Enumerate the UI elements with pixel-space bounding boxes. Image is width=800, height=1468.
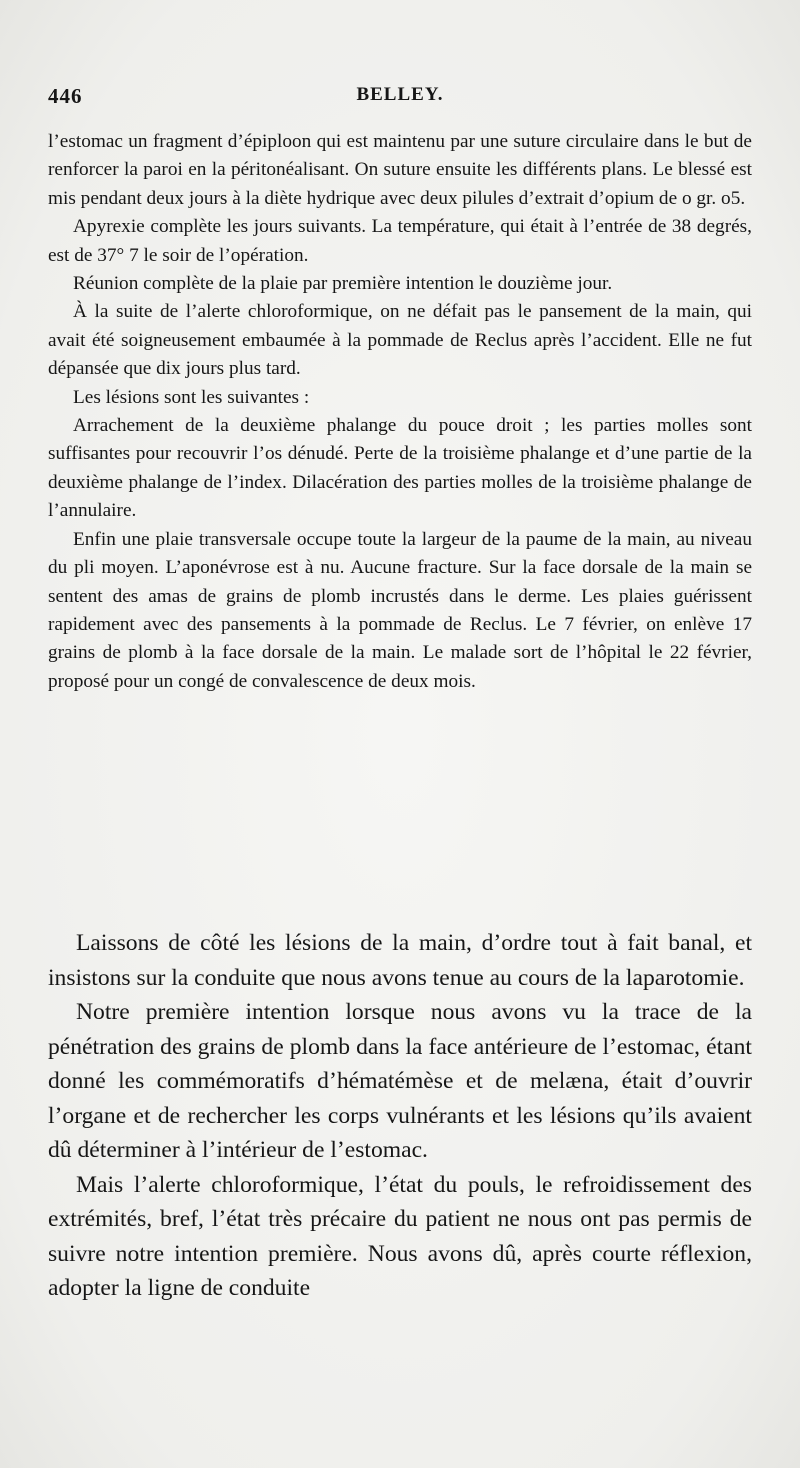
- paragraph-laissons: Laissons de côté les lésions de la main, d’ordre tout à fait banal, et insistons sur la conduite que nous avons tenue au cours de la laparotomie.: [48, 930, 752, 991]
- running-head: BELLEY.: [356, 84, 444, 105]
- page-header: [48, 84, 752, 114]
- case-report-text: [48, 128, 752, 696]
- paragraph-arrachement: Arrachement de la deuxième phalange du pouce droit ; les parties molles sont suffisantes pour recouvrir l’os dénudé. Perte de la troisième phalange et d’une partie de la deuxième phalange de l’index. Dilacération des parties molles de la troisième phalange de l’annulaire.: [48, 415, 752, 522]
- paragraph-pansement: À la suite de l’alerte chloroformique, on ne défait pas le pansement de la main, qui avait été soigneusement embaumée à la pommade de Reclus après l’accident. Elle ne fut dépansée que dix jours plus tard.: [48, 301, 752, 380]
- paragraph-apyrexie: Apyrexie complète les jours suivants. La température, qui était à l’entrée de 38 degrés, est de 37° 7 le soir de l’opération.: [48, 216, 752, 266]
- paragraph-lesions-intro: Les lésions sont les suivantes :: [73, 386, 310, 408]
- paragraph-reunion: Réunion complète de la plaie par première intention le douzième jour.: [73, 273, 613, 295]
- page-number: 446: [48, 84, 83, 108]
- discussion-text: [48, 926, 752, 1306]
- paragraph-suture: l’estomac un fragment d’épiploon qui est maintenu par une suture circulaire dans le but de renforcer la paroi en la péritonéalisant. On suture ensuite les différents plans. Le blessé est mis pendant deux jours à la diète hydrique avec deux pilules d’extrait d’opium de o gr. o5.: [48, 131, 752, 209]
- paragraph-alerte: Mais l’alerte chloroformique, l’état du pouls, le refroidissement des extrémités, bref, l’état très précaire du patient ne nous ont pas permis de suivre notre intention première. Nous avons dû, après courte réflexion, adopter la ligne de conduite: [48, 1171, 752, 1301]
- paragraph-premiere-intention: Notre première intention lorsque nous avons vu la trace de la pénétration des grains de plomb dans la face antérieure de l’estomac, étant donné les commémoratifs d’hématémèse et de melæna, était d’ouvrir l’organe et de rechercher les corps vulnérants et les lésions qu’ils avaient dû déterminer à l’intérieur de l’estomac.: [48, 999, 752, 1163]
- paragraph-plaie-paume: Enfin une plaie transversale occupe toute la largeur de la paume de la main, au niveau du pli moyen. L’aponévrose est à nu. Aucune fracture. Sur la face dorsale de la main se sentent des amas de grains de plomb incrustés dans le derme. Les plaies guérissent rapidement avec des pansements à la pommade de Reclus. Le 7 février, on enlève 17 grains de plomb à la face dorsale de la main. Le malade sort de l’hôpital le 22 février, proposé pour un congé de convalescence de deux mois.: [48, 528, 752, 692]
